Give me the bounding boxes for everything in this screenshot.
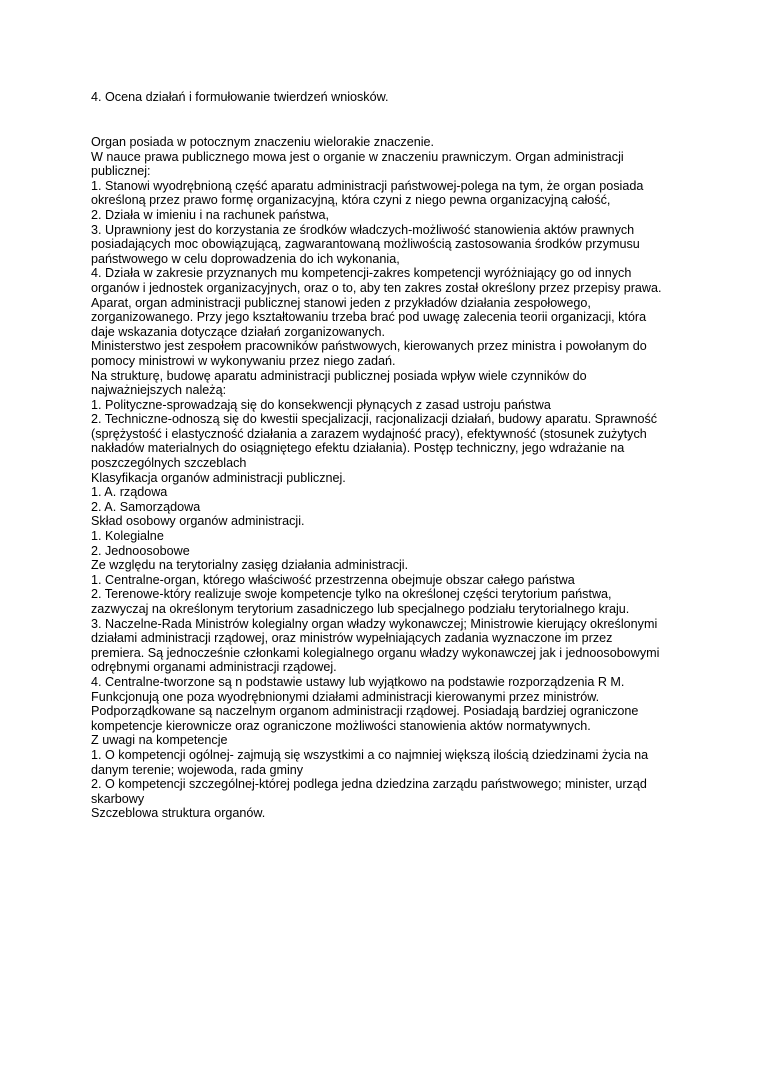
text-line: odrębnymi organami administracji rządowej. xyxy=(91,660,337,675)
text-line: 1. Polityczne-sprowadzają się do konsekwencji płynących z zasad ustroju państwa xyxy=(91,397,551,412)
section-heading: 4. Ocena działań i formułowanie twierdzeń wniosków. xyxy=(91,90,389,104)
text-line: Klasyfikacja organów administracji publicznej. xyxy=(91,470,346,485)
text-line: określoną przez prawo formę organizacyjną, która czyni z niego pewna organizacyjną całość, xyxy=(91,193,611,208)
text-line: poszczególnych szczeblach xyxy=(91,456,247,471)
text-line: Ze względu na terytorialny zasięg działania administracji. xyxy=(91,558,409,573)
text-line: Organ posiada w potocznym znaczeniu wielorakie znaczenie. xyxy=(91,135,435,149)
text-line: działami administracji rządowej, oraz ministrów wypełniających zadania wyznaczone im przez xyxy=(91,631,613,646)
text-line: 1. Centralne-organ, którego właściwość przestrzenna obejmuje obszar całego państwa xyxy=(91,572,575,587)
text-line: posiadających moc obowiązującą, zagwarantowaną możliwością zastosowania środków przymusu xyxy=(91,237,640,252)
text-line: daje wskazania dotyczące działań zorganizowanych. xyxy=(91,324,386,339)
text-line: Funkcjonują one poza wyodrębnionymi działami administracji kierowanymi przez ministrów. xyxy=(91,689,600,704)
text-line: kompetencje kierownicze oraz ograniczone możliwości stanowienia aktów normatywnych. xyxy=(91,718,591,733)
text-line: premiera. Są jednocześnie członkami kolegialnego organu władzy wykonawczej jak i jednoosobowymi xyxy=(91,645,660,660)
text-line: najważniejszych należą: xyxy=(91,383,227,398)
text-line: danym terenie; wojewoda, rada gminy xyxy=(91,762,304,777)
text-line: pomocy ministrowi w wykonywaniu przez niego zadań. xyxy=(91,353,396,368)
text-line: 4. Centralne-tworzone są n podstawie ustawy lub wyjątkowo na podstawie rozporządzenia R M. xyxy=(91,674,625,689)
text-line: 1. Kolegialne xyxy=(91,529,164,544)
text-line: 2. Działa w imieniu i na rachunek państwa, xyxy=(91,207,330,222)
text-line: Z uwagi na kompetencje xyxy=(91,733,228,748)
text-line: organów i jednostek organizacyjnych, oraz o to, aby ten zakres został określony przez przepisy prawa. xyxy=(91,280,662,295)
text-line: Aparat, organ administracji publicznej stanowi jeden z przykładów działania zespołowego, xyxy=(91,295,591,310)
text-line: Podporządkowane są naczelnym organom administracji rządowej. Posiadają bardziej ograniczone xyxy=(91,704,639,719)
text-line: skarbowy xyxy=(91,791,145,806)
text-line: 1. O kompetencji ogólnej- zajmują się wszystkimi a co najmniej większą ilością dziedzinami życia na xyxy=(91,747,649,762)
text-line: Szczeblowa struktura organów. xyxy=(91,806,266,821)
text-line: 2. A. Samorządowa xyxy=(91,499,201,514)
text-line: 1. A. rządowa xyxy=(91,485,168,500)
text-line: 3. Uprawniony jest do korzystania ze środków władczych-możliwość stanowienia aktów prawnych xyxy=(91,222,635,237)
text-line: publicznej: xyxy=(91,164,151,179)
text-line: 2. Techniczne-odnoszą się do kwestii specjalizacji, racjonalizacji działań, budowy aparatu. Sprawność xyxy=(91,412,658,427)
text-line: nakładów materialnych do osiągniętego efektu działania). Postęp techniczny, jego wdrażanie na xyxy=(91,441,625,456)
text-line: Na strukturę, budowę aparatu administracji publicznej posiada wpływ wiele czynników do xyxy=(91,368,587,383)
document-body xyxy=(91,135,691,821)
text-line: 3. Naczelne-Rada Ministrów kolegialny organ władzy wykonawczej; Ministrowie kierujący określonymi xyxy=(91,616,658,631)
text-line: zorganizowanego. Przy jego kształtowaniu trzeba brać pod uwagę zalecenia teorii organizacji, która xyxy=(91,310,647,325)
text-line: 2. Terenowe-który realizuje swoje kompetencje tylko na określonej części terytorium państwa, xyxy=(91,587,612,602)
text-line: 2. Jednoosobowe xyxy=(91,543,190,558)
text-line: Ministerstwo jest zespołem pracowników państwowych, kierowanych przez ministra i powołanym do xyxy=(91,339,647,354)
text-line: 2. O kompetencji szczególnej-której podlega jedna dziedzina zarządu państwowego; minister, urząd xyxy=(91,777,647,792)
text-line: 1. Stanowi wyodrębnioną część aparatu administracji państwowej-polega na tym, że organ posiada xyxy=(91,178,644,193)
text-line: W nauce prawa publicznego mowa jest o organie w znaczeniu prawniczym. Organ administracji xyxy=(91,149,624,164)
text-line: 4. Działa w zakresie przyznanych mu kompetencji-zakres kompetencji wyróżniający go od innych xyxy=(91,266,632,281)
text-line: zazwyczaj na określonym terytorium zasadniczego lub specjalnego podziału terytorialnego kraju. xyxy=(91,602,630,616)
text-line: państwowego w celu doprowadzenia do ich wykonania, xyxy=(91,251,400,266)
text-line: (sprężystość i elastyczność działania a zarazem wydajność pracy), efektywność (stosunek zużytych xyxy=(91,426,647,441)
text-line: Skład osobowy organów administracji. xyxy=(91,514,305,529)
